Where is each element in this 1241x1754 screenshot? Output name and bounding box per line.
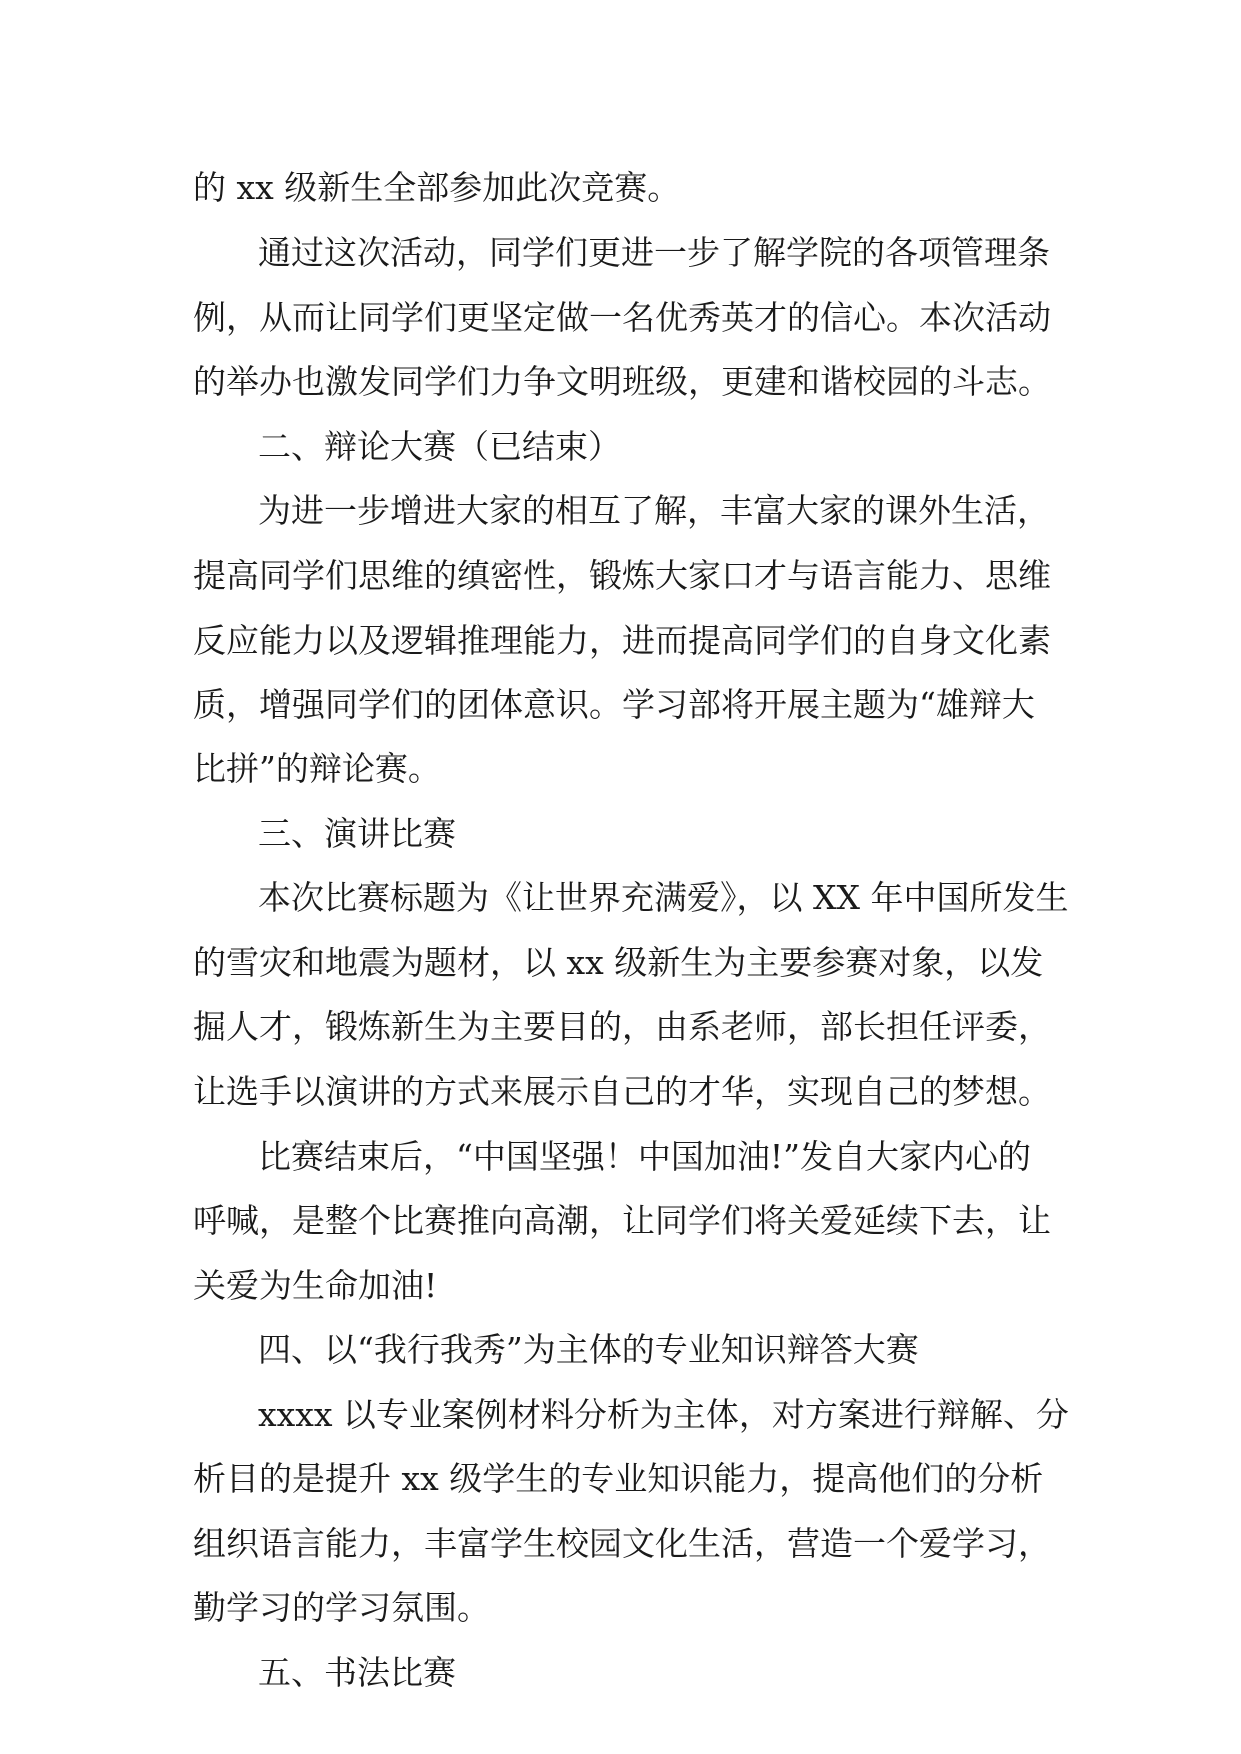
- text-line: 勤学习的学习氛围。: [193, 1588, 490, 1627]
- text-line: 的雪灾和地震为题材，以 xx 级新生为主要参赛对象，以发: [193, 943, 1044, 982]
- text-line: 关爱为生命加油!: [193, 1266, 438, 1305]
- text-line: 比拼”的辩论赛。: [193, 749, 441, 788]
- text-line: 例，从而让同学们更坚定做一名优秀英才的信心。本次活动: [193, 298, 1051, 337]
- text-line: 的 xx 级新生全部参加此次竞赛。: [193, 168, 681, 207]
- text-line: 掘人才，锻炼新生为主要目的，由系老师，部长担任评委，: [193, 1007, 1051, 1046]
- text-line: 组织语言能力，丰富学生校园文化生活，营造一个爱学习，: [193, 1524, 1051, 1563]
- text-line: 质，增强同学们的团体意识。学习部将开展主题为“雄辩大: [193, 685, 1035, 724]
- paragraph-start: 本次比赛标题为《让世界充满爱》，以 XX 年中国所发生: [258, 878, 1069, 917]
- text-line: 析目的是提升 xx 级学生的专业知识能力，提高他们的分析: [193, 1459, 1044, 1498]
- text-line: 反应能力以及逻辑推理能力，进而提高同学们的自身文化素: [193, 621, 1051, 660]
- text-line: 提高同学们思维的缜密性，锻炼大家口才与语言能力、思维: [193, 556, 1051, 595]
- section-heading: 五、书法比赛: [258, 1653, 456, 1692]
- paragraph-start: 为进一步增进大家的相互了解，丰富大家的课外生活，: [258, 491, 1050, 530]
- section-heading: 四、以“我行我秀”为主体的专业知识辩答大赛: [258, 1330, 919, 1369]
- text-line: 让选手以演讲的方式来展示自己的才华，实现自己的梦想。: [193, 1072, 1051, 1111]
- paragraph-start: 通过这次活动，同学们更进一步了解学院的各项管理条: [258, 233, 1050, 272]
- text-line: 的举办也激发同学们力争文明班级，更建和谐校园的斗志。: [193, 362, 1051, 401]
- paragraph-start: 比赛结束后，“中国坚强！中国加油!”发自大家内心的: [258, 1137, 1032, 1176]
- text-line: 呼喊，是整个比赛推向高潮，让同学们将关爱延续下去，让: [193, 1201, 1051, 1240]
- paragraph-start: xxxx 以专业案例材料分析为主体，对方案进行辩解、分: [258, 1395, 1069, 1434]
- section-heading: 三、演讲比赛: [258, 814, 456, 853]
- section-heading: 二、辩论大赛（已结束）: [258, 427, 621, 466]
